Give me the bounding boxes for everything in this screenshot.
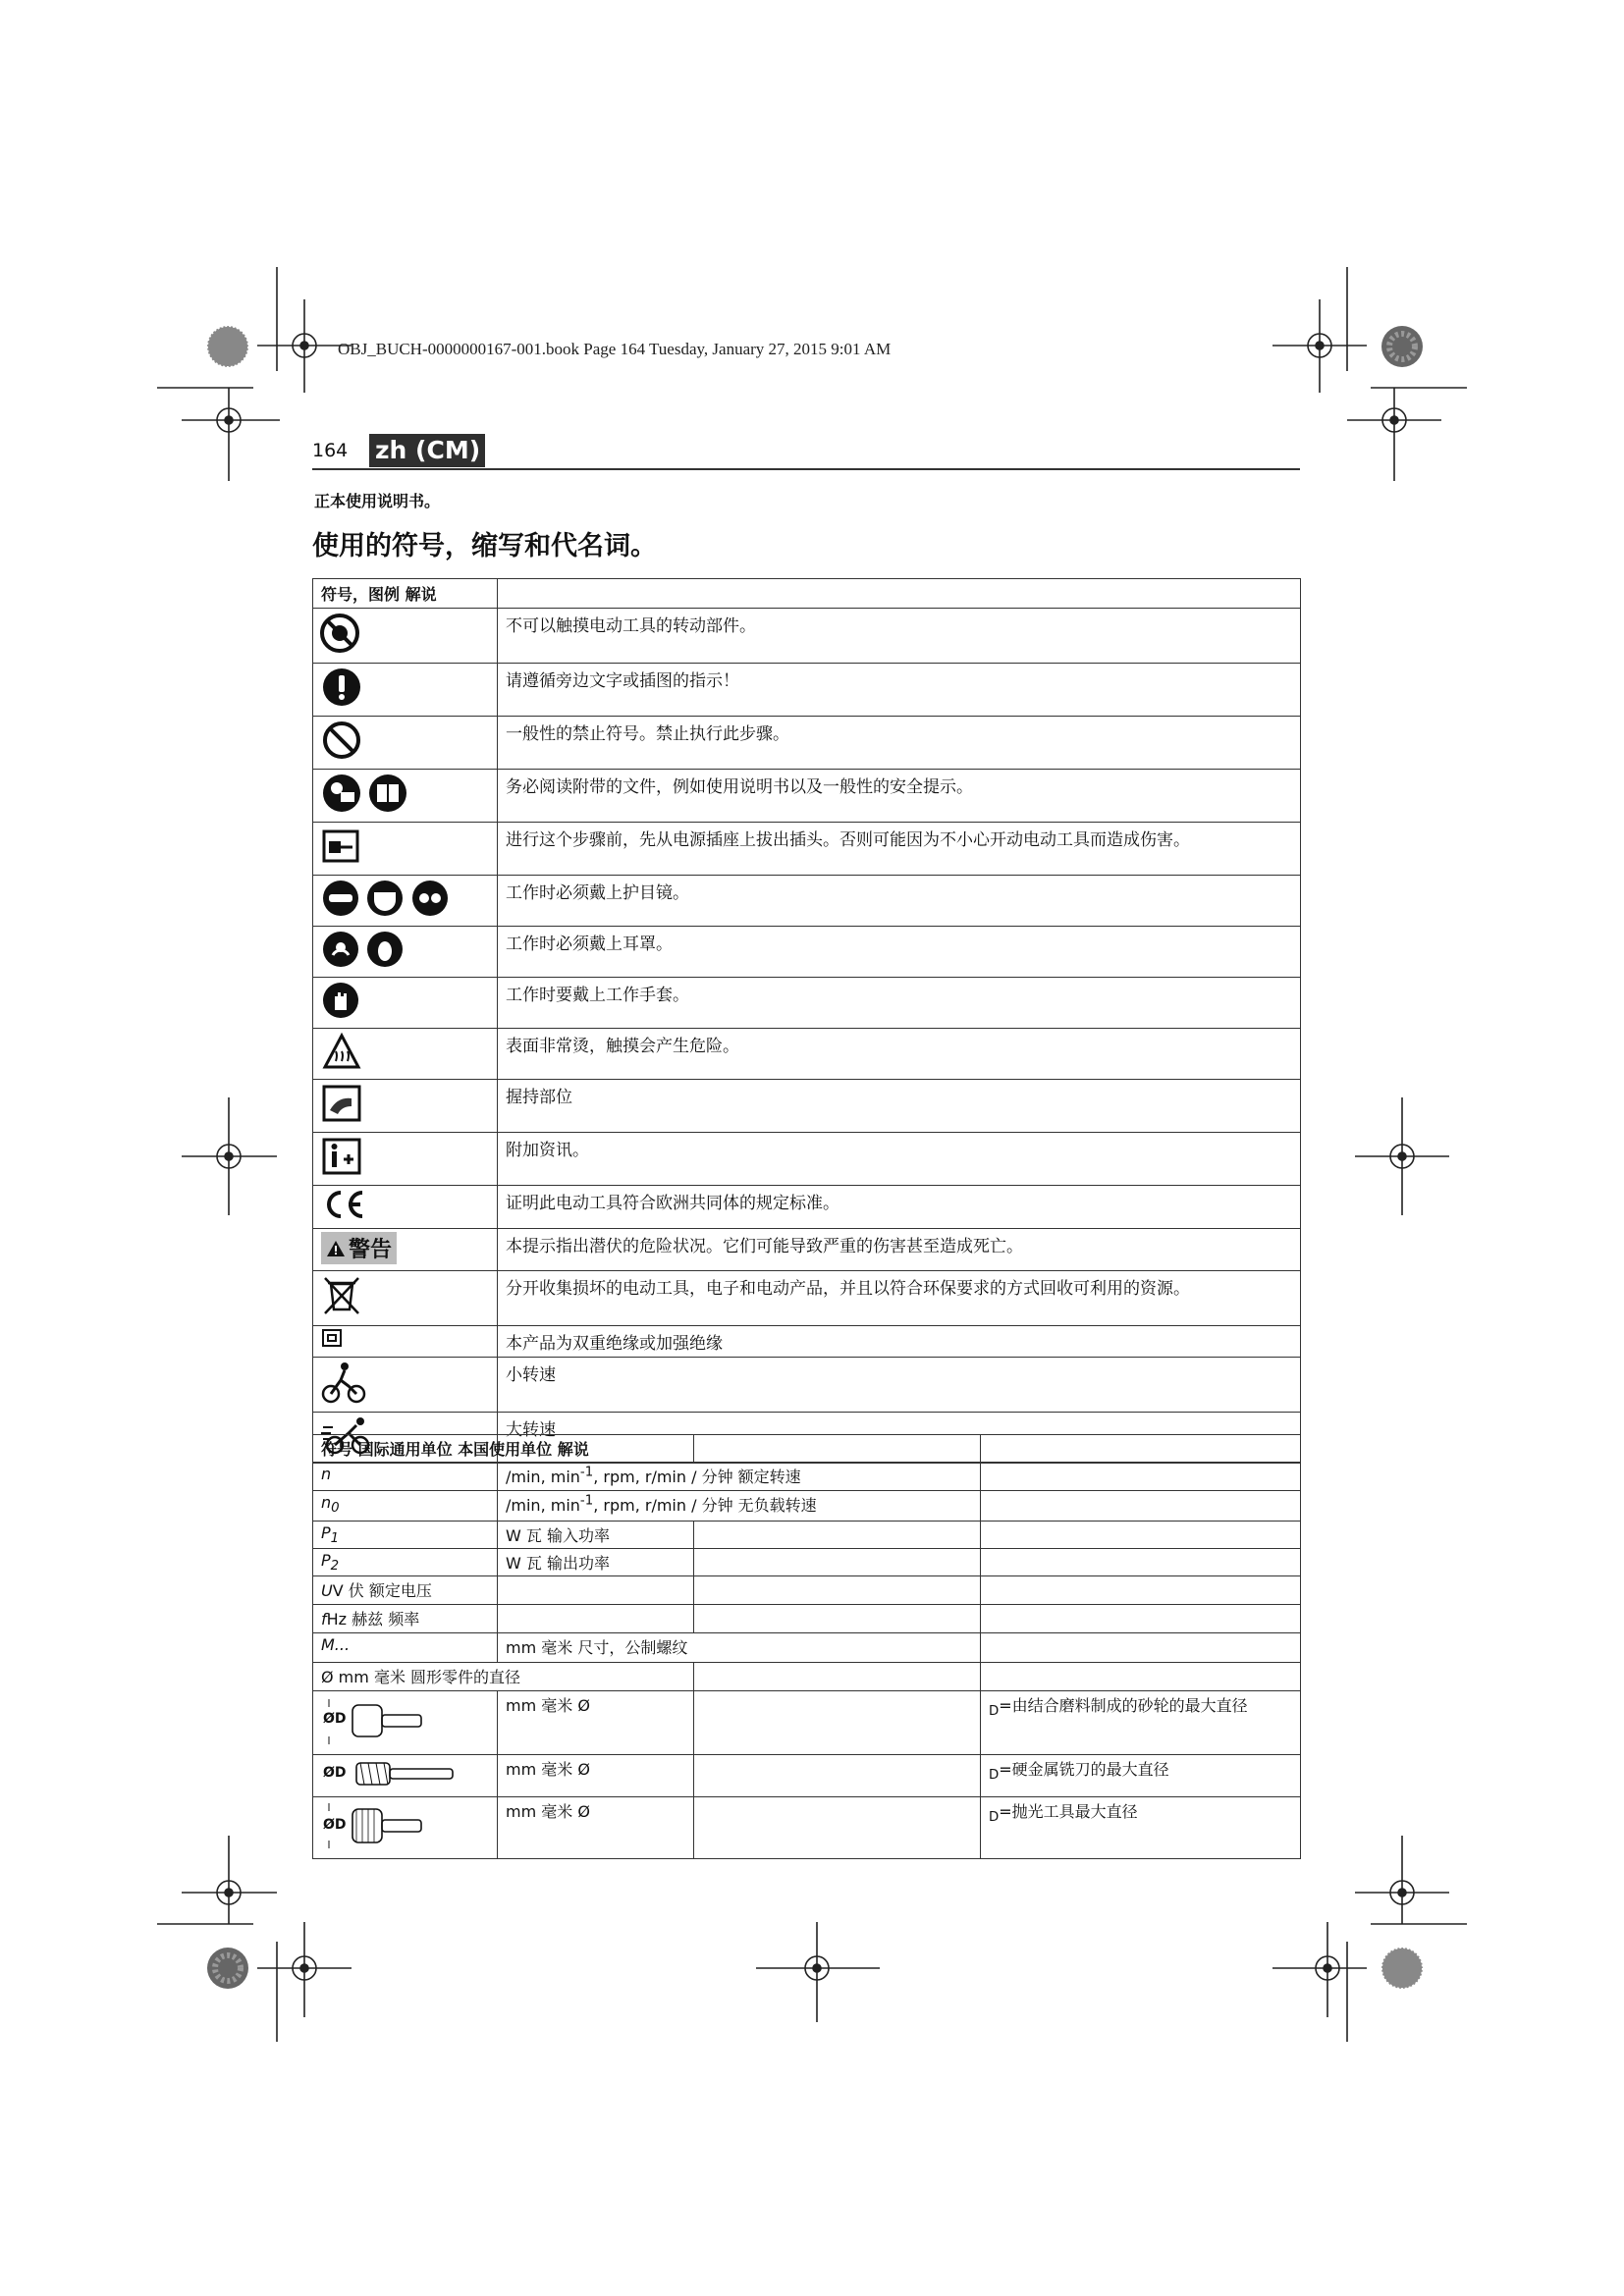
symbol-cell: [313, 876, 498, 927]
symbol-cell: [313, 717, 498, 770]
unit-description: mm 毫米 尺寸，公制螺纹: [498, 1633, 981, 1663]
symbol-cell: [313, 1229, 498, 1271]
table-header-row: [313, 579, 1301, 609]
unit-explanation: [981, 1797, 1301, 1859]
tool-cell: [313, 1797, 498, 1859]
unit-name: mm 毫米 Ø: [498, 1691, 694, 1755]
explanation-text: =由结合磨料制成的砂轮的最大直径: [999, 1696, 1248, 1716]
symbol-cell: [313, 978, 498, 1029]
table-row: [313, 927, 1301, 978]
symbol-cell: [313, 609, 498, 664]
table-row: [313, 1186, 1301, 1229]
print-slug: OBJ_BUCH-0000000167-001.book Page 164 Tuesday, January 27, 2015 9:01 AM: [338, 340, 892, 358]
symbol-description: 握持部位: [498, 1080, 1301, 1133]
symbol-cell: [313, 1358, 498, 1413]
section-title: 使用的符号，缩写和代名词。: [312, 531, 657, 561]
symbol-cell: [313, 664, 498, 717]
units-header: 符号 国际通用单位 本国使用单位 解说: [313, 1435, 694, 1463]
unit-symbol: [313, 1576, 498, 1605]
table-row: [313, 1463, 1301, 1491]
ear-muffs-icon: [365, 930, 405, 969]
tool-cell: [313, 1755, 498, 1797]
low-speed-cyclist-icon: [321, 1361, 366, 1404]
unit-symbol: [313, 1491, 498, 1522]
language-tag: zh (CM): [369, 434, 485, 467]
table-row: [313, 1549, 1301, 1576]
read-manual-icon: [321, 773, 362, 814]
crossed-bin-icon: [321, 1274, 362, 1317]
unit-exponent: -1: [579, 1465, 594, 1480]
unit-symbol-sub: 1: [330, 1531, 340, 1547]
gloves-icon: [321, 981, 360, 1020]
symbol-description: 务必阅读附带的文件，例如使用说明书以及一般性的安全提示。: [498, 770, 1301, 823]
unit-symbol-sub: 0: [331, 1501, 340, 1517]
diameter-label: ØD: [323, 1711, 347, 1728]
info-plus-icon: [321, 1136, 362, 1177]
table-row: [313, 664, 1301, 717]
table-row: [313, 876, 1301, 927]
symbol-cell: [313, 1326, 498, 1358]
unit-description: Ø mm 毫米 圆形零件的直径: [313, 1663, 694, 1691]
table-row: [313, 770, 1301, 823]
unit-description: W 瓦 输出功率: [498, 1549, 694, 1576]
table-row: [313, 1797, 1301, 1859]
table-row: [313, 1133, 1301, 1186]
unit-name: mm 毫米 Ø: [498, 1797, 694, 1859]
symbol-description: 工作时必须戴上护目镜。: [498, 876, 1301, 927]
symbol-description: 表面非常烫，触摸会产生危险。: [498, 1029, 1301, 1080]
table-row: [313, 823, 1301, 876]
symbol-cell: [313, 927, 498, 978]
symbol-cell: [313, 1186, 498, 1229]
subscript: D: [989, 1704, 1000, 1720]
table-row: [313, 1491, 1301, 1522]
unit-explanation: , rpm, r/min / 分钟 额定转速: [593, 1468, 801, 1486]
symbol-cell: [313, 1029, 498, 1080]
unit-symbol-base: P: [321, 1551, 331, 1571]
explanation-text: =抛光工具最大直径: [999, 1802, 1138, 1822]
ce-mark-icon: [321, 1189, 366, 1220]
symbol-description: 一般性的禁止符号。禁止执行此步骤。: [498, 717, 1301, 770]
subscript: D: [989, 1810, 1000, 1826]
table-row: [313, 1358, 1301, 1413]
symbol-cell: [313, 1271, 498, 1326]
unit-symbol-base: f: [321, 1610, 327, 1629]
diameter-label: ØD: [323, 1817, 347, 1834]
unit-name: /min, min: [506, 1496, 580, 1515]
unit-explanation: V 伏 额定电压: [332, 1581, 432, 1601]
unit-explanation: , rpm, r/min / 分钟 无负载转速: [593, 1496, 817, 1515]
unit-symbol-base: P: [321, 1523, 331, 1542]
no-touch-rotating-icon: [319, 613, 360, 654]
goggles-icon: [410, 879, 450, 918]
table-row: [313, 1691, 1301, 1755]
unit-symbol-base: n: [321, 1493, 332, 1512]
symbol-description: 分开收集损坏的电动工具，电子和电动产品，并且以符合环保要求的方式回收可利用的资源。: [498, 1271, 1301, 1326]
table-header-row: [313, 1435, 1301, 1463]
unit-exponent: -1: [579, 1493, 594, 1509]
unit-explanation: Hz 赫兹 频率: [326, 1610, 420, 1629]
tool-cell: [313, 1691, 498, 1755]
units-table: [312, 1434, 1301, 1859]
mandatory-action-icon: [321, 667, 362, 708]
table-row: [313, 1229, 1301, 1271]
unit-explanation: [981, 1691, 1301, 1755]
grip-area-icon: [321, 1083, 362, 1124]
table-row: [313, 717, 1301, 770]
face-shield-icon: [365, 879, 405, 918]
symbol-description: 请遵循旁边文字或插图的指示！: [498, 664, 1301, 717]
explanation-text: =硬金属铣刀的最大直径: [999, 1760, 1169, 1780]
unit-description: W 瓦 输入功率: [498, 1522, 694, 1549]
unit-symbol: M...: [313, 1633, 498, 1663]
unit-description: [498, 1463, 981, 1491]
unit-symbol: [313, 1522, 498, 1549]
symbol-description: 工作时必须戴上耳罩。: [498, 927, 1301, 978]
table-row: [313, 1080, 1301, 1133]
symbol-description: 本产品为双重绝缘或加强绝缘: [498, 1326, 1301, 1358]
table-row: [313, 1271, 1301, 1326]
symbol-description: 附加资讯。: [498, 1133, 1301, 1186]
original-note: 正本使用说明书。: [314, 492, 441, 510]
warning-triangle-icon: [326, 1240, 346, 1257]
symbol-description: 大转速: [498, 1413, 1301, 1464]
symbol-description: 证明此电动工具符合欧洲共同体的规定标准。: [498, 1186, 1301, 1229]
unit-symbol: [313, 1605, 498, 1633]
symbols-header: 符号，图例 解说: [313, 579, 498, 609]
unit-explanation: [981, 1755, 1301, 1797]
symbol-cell: [313, 1133, 498, 1186]
table-row: [313, 1576, 1301, 1605]
table-row: [313, 1663, 1301, 1691]
symbol-cell: [313, 1080, 498, 1133]
unit-symbol-base: U: [321, 1581, 333, 1601]
symbols-table: [312, 578, 1301, 1464]
table-row: [313, 978, 1301, 1029]
symbol-description: 进行这个步骤前，先从电源插座上拔出插头。否则可能因为不小心开动电动工具而造成伤害。: [498, 823, 1301, 876]
prohibition-icon: [321, 720, 362, 761]
page-number: 164: [312, 440, 349, 461]
unit-symbol-sub: 2: [330, 1559, 340, 1575]
ear-protection-icon: [321, 930, 360, 969]
symbol-description: 本提示指出潜伏的危险状况。它们可能导致严重的伤害甚至造成死亡。: [498, 1229, 1301, 1271]
symbol-description: 工作时要戴上工作手套。: [498, 978, 1301, 1029]
warning-badge-icon: [321, 1232, 397, 1264]
table-row: [313, 1326, 1301, 1358]
table-row: [313, 1755, 1301, 1797]
unit-symbol: n: [313, 1463, 498, 1491]
header-rule: [312, 468, 1300, 470]
warning-badge-label: 警告: [349, 1238, 393, 1262]
table-row: [313, 609, 1301, 664]
safety-glasses-icon: [321, 879, 360, 918]
symbol-description: 不可以触摸电动工具的转动部件。: [498, 609, 1301, 664]
unit-symbol: [313, 1549, 498, 1576]
unplug-icon: [321, 826, 362, 867]
table-row: [313, 1605, 1301, 1633]
table-row: [313, 1522, 1301, 1549]
unit-name: mm 毫米 Ø: [498, 1755, 694, 1797]
subscript: D: [989, 1768, 1000, 1784]
unit-name: /min, min: [506, 1468, 580, 1486]
symbol-cell: [313, 770, 498, 823]
hot-surface-icon: [321, 1032, 362, 1071]
symbol-description: 小转速: [498, 1358, 1301, 1413]
double-insulation-icon: [321, 1328, 343, 1348]
unit-description: [498, 1491, 981, 1522]
table-row: [313, 1029, 1301, 1080]
book-icon: [367, 773, 408, 814]
diameter-label: ØD: [323, 1765, 347, 1782]
table-row: [313, 1633, 1301, 1663]
symbol-cell: [313, 823, 498, 876]
